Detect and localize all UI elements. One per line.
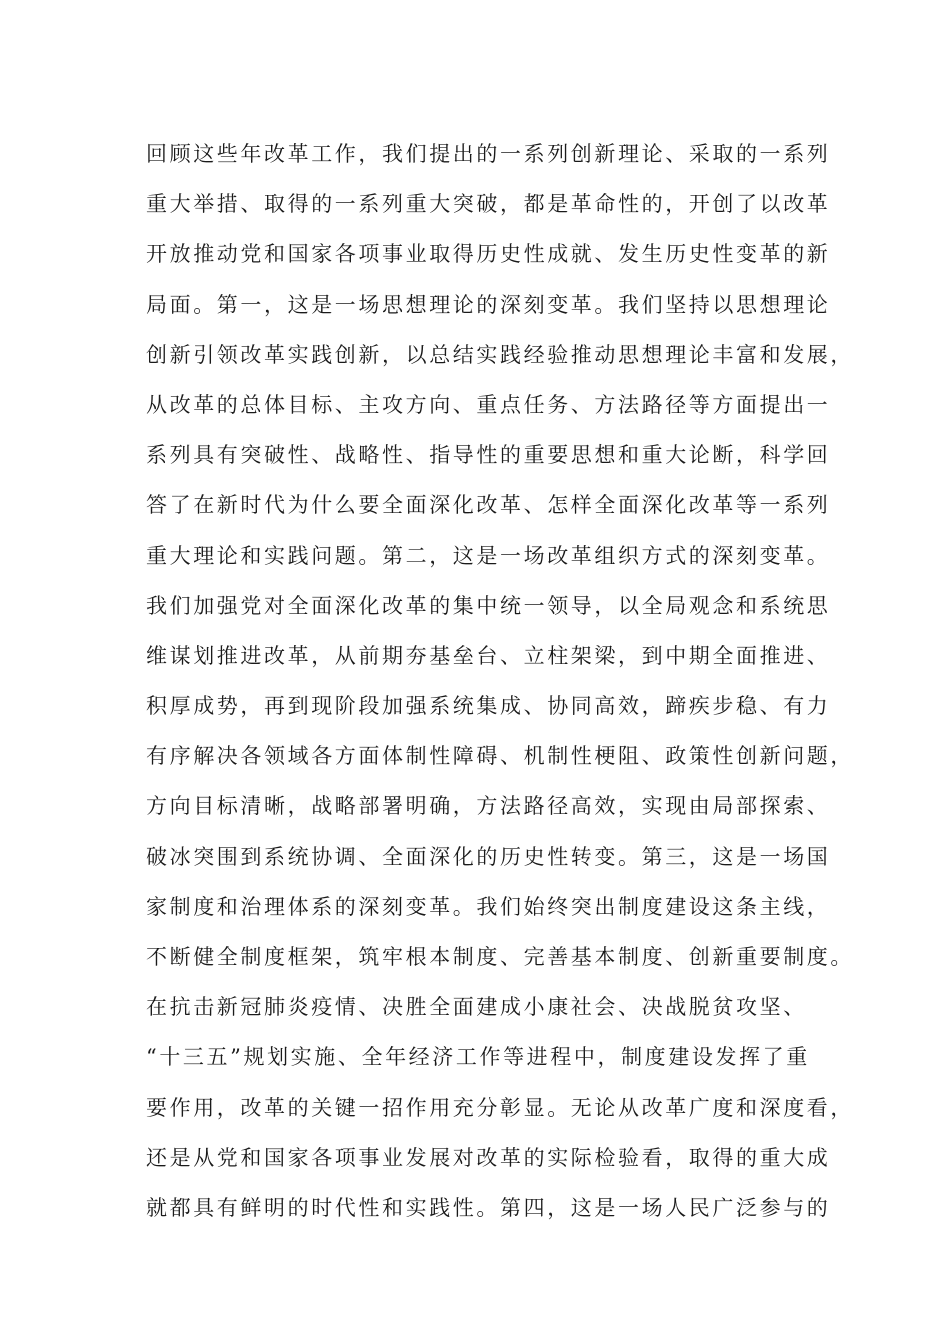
text-line: 还是从党和国家各项事业发展对改革的实际检验看，取得的重大成 [146, 1145, 831, 1170]
text-line: 家制度和治理体系的深刻变革。我们始终突出制度建设这条主线， [146, 894, 831, 919]
text-line: 破冰突围到系统协调、全面深化的历史性转变。第三，这是一场国 [146, 844, 831, 869]
text-line: 系列具有突破性、战略性、指导性的重要思想和重大论断，科学回 [146, 443, 831, 468]
body-text [146, 135, 854, 1239]
text-line: 我们加强党对全面深化改革的集中统一领导，以全局观念和系统思 [146, 593, 831, 618]
text-line: 重大理论和实践问题。第二，这是一场改革组织方式的深刻变革。 [146, 543, 831, 568]
text-line: 就都具有鲜明的时代性和实践性。第四，这是一场人民广泛参与的 [146, 1195, 831, 1220]
text-line: 不断健全制度框架，筑牢根本制度、完善基本制度、创新重要制度。 [146, 945, 854, 969]
text-line: 答了在新时代为什么要全面深化改革、怎样全面深化改革等一系列 [146, 493, 831, 518]
text-line: 创新引领改革实践创新，以总结实践经验推动思想理论丰富和发展， [146, 342, 854, 367]
text-line: 要作用，改革的关键一招作用充分彰显。无论从改革广度和深度看， [146, 1095, 854, 1120]
text-line: 开放推动党和国家各项事业取得历史性成就、发生历史性变革的新 [146, 242, 831, 267]
text-line: 方向目标清晰，战略部署明确，方法路径高效，实现由局部探索、 [146, 794, 831, 819]
text-line: 局面。第一，这是一场思想理论的深刻变革。我们坚持以思想理论 [146, 292, 831, 317]
text-line: 从改革的总体目标、主攻方向、重点任务、方法路径等方面提出一 [146, 392, 831, 417]
text-line: 维谋划推进改革，从前期夯基垒台、立柱架梁，到中期全面推进、 [146, 643, 831, 668]
text-line: 在抗击新冠肺炎疫情、决胜全面建成小康社会、决战脱贫攻坚、 [146, 995, 807, 1020]
text-line: 积厚成势，再到现阶段加强系统集成、协同高效，蹄疾步稳、有力 [146, 694, 831, 719]
text-line: 有序解决各领域各方面体制性障碍、机制性梗阻、政策性创新问题， [146, 744, 854, 769]
text-line: 回顾这些年改革工作，我们提出的一系列创新理论、采取的一系列 [146, 142, 831, 166]
text-line: 重大举措、取得的一系列重大突破，都是革命性的，开创了以改革 [146, 192, 831, 217]
text-line: “十三五”规划实施、全年经济工作等进程中，制度建设发挥了重 [146, 1045, 810, 1070]
